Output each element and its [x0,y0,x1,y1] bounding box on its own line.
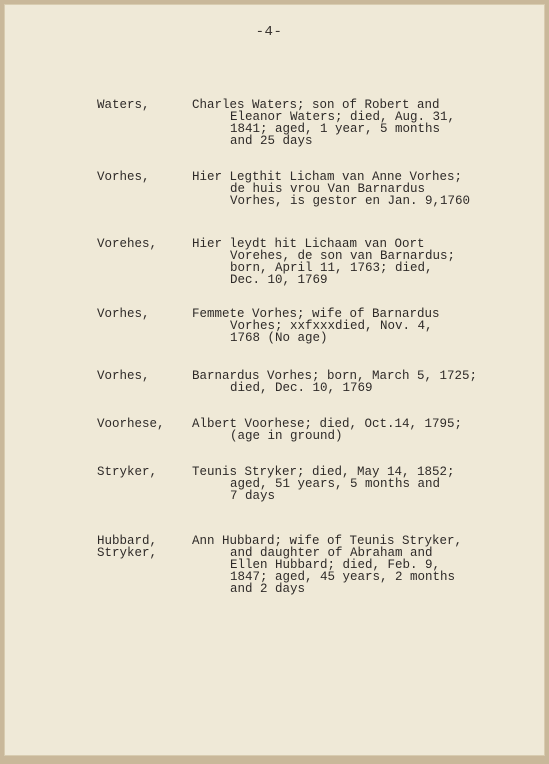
entry-line: Ellen Hubbard; died, Feb. 9, [230,558,441,572]
entry-surname: Hubbard, Stryker, [97,534,158,560]
entry-line: Barnardus Vorhes; born, March 5, 1725; [192,369,478,383]
entry-description [192,466,497,502]
entry-line: (age in ground) [230,429,343,443]
entry-line: 1768 (No age) [230,331,328,345]
entry-line: died, Dec. 10, 1769 [230,381,373,395]
entry-line: Vorhes; xxfxxxdied, Nov. 4, [230,319,433,333]
entry-line: de huis vrou Van Barnardus [230,182,426,196]
entry [97,466,497,535]
entry [97,308,497,370]
entry-description [192,238,497,286]
entry-line: 1847; aged, 45 years, 2 months [230,570,456,584]
entry-line: and daughter of Abraham and [230,546,433,560]
entry-description [192,99,497,147]
entry-line: Albert Voorhese; died, Oct.14, 1795; [192,417,463,431]
entry-surname: Voorhese, [97,417,165,431]
entry-surname: Stryker, [97,465,158,479]
entry-line: 1841; aged, 1 year, 5 months [230,122,441,136]
entry-line: Teunis Stryker; died, May 14, 1852; [192,465,455,479]
entry-description [192,535,497,595]
entry-line: born, April 11, 1763; died, [230,261,433,275]
entry-line: Eleanor Waters; died, Aug. 31, [230,110,456,124]
entry-line: Dec. 10, 1769 [230,273,328,287]
entry-description [192,370,497,394]
entry [97,370,497,418]
entry [97,238,497,308]
entry-description [192,308,497,344]
entry-surname: Vorhes, [97,170,150,184]
entry-surname: Waters, [97,98,150,112]
entry [97,171,497,238]
entry-line: Vorehes, de son van Barnardus; [230,249,456,263]
entry-line: 7 days [230,489,276,503]
entry-surname: Vorehes, [97,237,158,251]
entries-list [97,99,497,615]
entry-line: Vorhes, is gestor en Jan. 9,1760 [230,194,471,208]
entry-line: Hier leydt hit Lichaam van Oort [192,237,425,251]
entry-line: Femmete Vorhes; wife of Barnardus [192,307,440,321]
entry-line: aged, 51 years, 5 months and [230,477,441,491]
entry-line: Hier Legthit Licham van Anne Vorhes; [192,170,463,184]
entry-line: Ann Hubbard; wife of Teunis Stryker, [192,534,463,548]
entry [97,535,497,615]
page-number: -4- [255,24,283,40]
entry-description [192,171,497,207]
entry-line: and 25 days [230,134,313,148]
entry [97,99,497,171]
entry-surname: Vorhes, [97,307,150,321]
entry-surname: Vorhes, [97,369,150,383]
document-page [4,4,545,756]
entry [97,418,497,466]
entry-line: Charles Waters; son of Robert and [192,98,440,112]
entry-description [192,418,497,442]
entry-line: and 2 days [230,582,306,596]
